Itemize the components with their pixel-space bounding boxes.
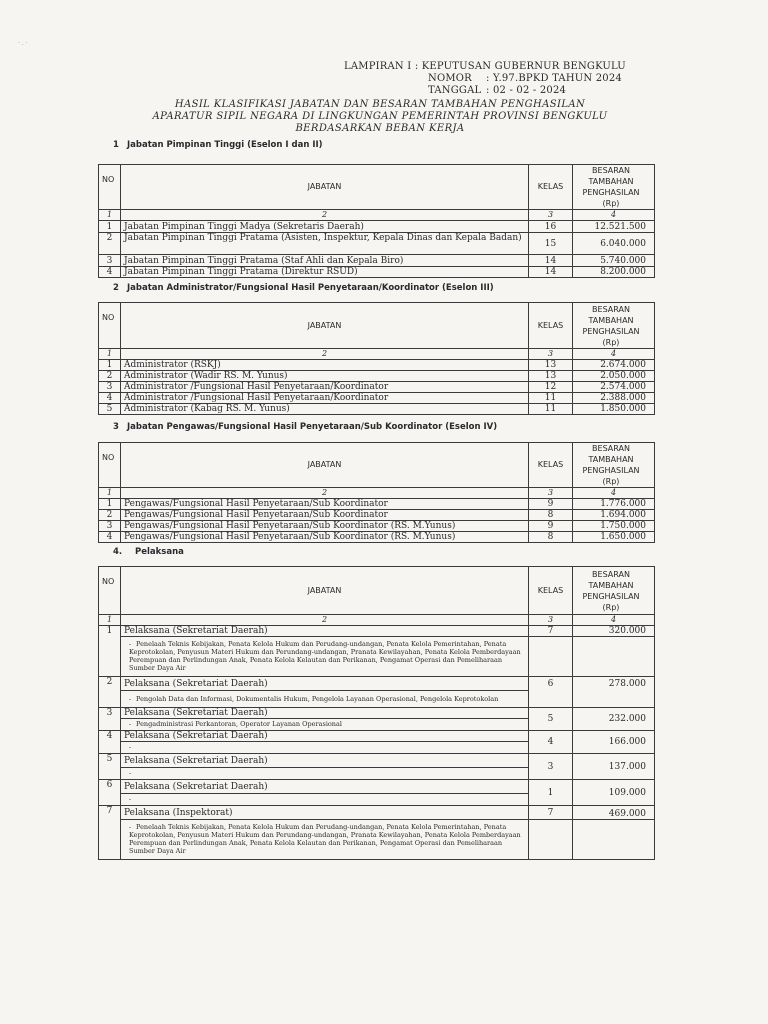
cell-jabatan: Administrator (Kabag RS. M. Yunus) xyxy=(121,404,529,415)
cell-kelas: 11 xyxy=(529,393,573,404)
table-row xyxy=(99,806,655,820)
cell-jabatan: Pengawas/Fungsional Hasil Penyetaraan/Sub Koordinator xyxy=(121,510,529,521)
cell-kelas: 4 xyxy=(529,731,573,754)
index-cell: 2 xyxy=(121,349,529,360)
table-eselon-4 xyxy=(98,442,655,543)
header-no: NO xyxy=(99,443,121,488)
table-eselon-3 xyxy=(98,302,655,415)
cell-tambahan: 1.650.000 xyxy=(573,532,655,543)
cell-kelas: 14 xyxy=(529,267,573,278)
header-kelas: KELAS xyxy=(529,303,573,349)
detail-text: Penelaah Teknis Kebijakan, Penata Kelola Hukum dan Perudang-undangan, Penata Kelola Pemerintahan, Penata Keprotokolan, Penyusun Materi Hukum dan Perundang-undangan, Pranata Kewilayahan, Penata Kelola Pemberdayaan Perempuan dan Perlindungan Anak, Penata Kelola Kelautan dan Perikanan, Pengamat Operasi dan Pemeliharaan Sumber Daya Air xyxy=(129,823,521,855)
cell-detail: - Penelaah Teknis Kebijakan, Penata Kelola Hukum dan Perudang-undangan, Penata Kelola Pemerintahan, Penata Keprotokolan, Penyusun Materi Hukum dan Perundang-undangan, Pranata Kewilayahan, Penata Kelola Pemberdayaan Perempuan dan Perlindungan Anak, Penata Kelola Kelautan dan Perikanan, Pengamat Operasi dan Pemeliharaan Sumber Daya Air xyxy=(121,820,529,860)
index-cell: 1 xyxy=(99,349,121,360)
section-number: 3 xyxy=(113,422,119,432)
cell-kelas: 6 xyxy=(529,677,573,708)
section-4-heading xyxy=(113,547,184,557)
cell-kelas: 11 xyxy=(529,404,573,415)
cell-no: 1 xyxy=(99,360,121,371)
cell-tambahan: 1.694.000 xyxy=(573,510,655,521)
cell-no: 4 xyxy=(99,393,121,404)
section-title: Pelaksana xyxy=(135,547,184,557)
index-cell: 3 xyxy=(529,210,573,221)
cell-tambahan: 8.200.000 xyxy=(573,267,655,278)
cell-tambahan: 137.000 xyxy=(573,754,655,780)
cell-tambahan: 5.740.000 xyxy=(573,255,655,267)
cell-no: 3 xyxy=(99,255,121,267)
table-row-detail xyxy=(99,820,655,860)
cell-kelas: 9 xyxy=(529,521,573,532)
cell-kelas: 5 xyxy=(529,708,573,731)
table-row xyxy=(99,382,655,393)
cell-no: 5 xyxy=(99,404,121,415)
cell-no: 1 xyxy=(99,626,121,677)
table-row xyxy=(99,626,655,637)
cell-jabatan: Pengawas/Fungsional Hasil Penyetaraan/Sub Koordinator (RS. M.Yunus) xyxy=(121,521,529,532)
cell-tambahan: 469.000 xyxy=(573,806,655,820)
index-cell: 2 xyxy=(121,488,529,499)
header-besaran: BESARAN TAMBAHAN PENGHASILAN (Rp) xyxy=(573,443,655,488)
cell-tambahan: 2.388.000 xyxy=(573,393,655,404)
cell-no: 6 xyxy=(99,780,121,806)
section-title: Jabatan Pengawas/Fungsional Hasil Penyetaraan/Sub Koordinator (Eselon IV) xyxy=(127,422,498,432)
cell-kelas: 1 xyxy=(529,780,573,806)
table-row xyxy=(99,233,655,255)
cell-detail: - xyxy=(121,794,529,806)
cell-no: 2 xyxy=(99,510,121,521)
header-kelas: KELAS xyxy=(529,443,573,488)
cell-detail: - xyxy=(121,742,529,754)
table-row xyxy=(99,221,655,233)
index-cell: 3 xyxy=(529,488,573,499)
cell-jabatan: Pengawas/Fungsional Hasil Penyetaraan/Sub Koordinator xyxy=(121,499,529,510)
cell-kelas: 7 xyxy=(529,806,573,820)
cell-tambahan: 2.050.000 xyxy=(573,371,655,382)
section-number: 4. xyxy=(113,547,123,557)
cell-tambahan: 166.000 xyxy=(573,731,655,754)
cell-jabatan: Pelaksana (Sekretariat Daerah) xyxy=(121,754,529,768)
header-besaran: BESARAN TAMBAHAN PENGHASILAN (Rp) xyxy=(573,165,655,210)
empty-cell xyxy=(573,637,655,677)
header-jabatan: JABATAN xyxy=(121,567,529,615)
index-cell: 4 xyxy=(573,488,655,499)
section-number: 2 xyxy=(113,283,119,293)
table-row xyxy=(99,532,655,543)
cell-no: 3 xyxy=(99,382,121,393)
index-cell: 3 xyxy=(529,349,573,360)
cell-detail: - xyxy=(121,768,529,780)
cell-jabatan: Jabatan Pimpinan Tinggi Pratama (Asisten, Inspektur, Kepala Dinas dan Kepala Badan) xyxy=(121,233,529,255)
header-kelas: KELAS xyxy=(529,567,573,615)
table-row xyxy=(99,371,655,382)
cell-detail: - Pengadministrasi Perkantoran, Operator Layanan Operasional xyxy=(121,719,529,731)
cell-tambahan: 2.574.000 xyxy=(573,382,655,393)
empty-cell xyxy=(529,820,573,860)
section-3-heading xyxy=(113,422,497,432)
cell-detail: - Penelaah Teknis Kebijakan, Penata Kelola Hukum dan Perudang-undangan, Penata Kelola Pemerintahan, Penata Keprotokolan, Penyusun Materi Hukum dan Perundang-undangan, Pranata Kewilayahan, Penata Kelola Pemberdayaan Perempuan dan Perlindungan Anak, Penata Kelola Kelautan dan Perikanan, Pengamat Operasi dan Pemeliharaan Sumber Daya Air xyxy=(121,637,529,677)
cell-kelas: 13 xyxy=(529,360,573,371)
table-row xyxy=(99,267,655,278)
index-cell: 4 xyxy=(573,349,655,360)
section-title: Jabatan Pimpinan Tinggi (Eselon I dan II) xyxy=(127,140,323,150)
cell-kelas: 14 xyxy=(529,255,573,267)
cell-tambahan: 6.040.000 xyxy=(573,233,655,255)
cell-jabatan: Administrator (Wadir RS. M. Yunus) xyxy=(121,371,529,382)
title-line-3: BERDASARKAN BEBAN KERJA xyxy=(295,123,465,134)
attachment-header xyxy=(344,61,626,97)
cell-kelas: 8 xyxy=(529,532,573,543)
tanggal-label: TANGGAL xyxy=(428,85,482,96)
cell-no: 3 xyxy=(99,708,121,731)
cell-tambahan: 12.521.500 xyxy=(573,221,655,233)
cell-jabatan: Jabatan Pimpinan Tinggi Pratama (Direktur RSUD) xyxy=(121,267,529,278)
table-row xyxy=(99,499,655,510)
table-row xyxy=(99,780,655,794)
header-no: NO xyxy=(99,165,121,210)
cell-tambahan: 320.000 xyxy=(573,626,655,637)
cell-tambahan: 1.750.000 xyxy=(573,521,655,532)
header-besaran: BESARAN TAMBAHAN PENGHASILAN (Rp) xyxy=(573,567,655,615)
cell-kelas: 7 xyxy=(529,626,573,637)
detail-text: Pengolah Data dan Informasi, Dokumentalis Hukum, Pengelola Layanan Operasional, Pengelola Keprotokolan xyxy=(136,694,499,703)
nomor-label: NOMOR xyxy=(428,73,472,84)
cell-jabatan: Pengawas/Fungsional Hasil Penyetaraan/Sub Koordinator (RS. M.Yunus) xyxy=(121,532,529,543)
section-2-heading xyxy=(113,283,494,293)
title-line-2: APARATUR SIPIL NEGARA DI LINGKUNGAN PEMERINTAH PROVINSI BENGKULU xyxy=(152,111,608,122)
cell-kelas: 13 xyxy=(529,371,573,382)
index-cell: 1 xyxy=(99,488,121,499)
table-row xyxy=(99,754,655,768)
cell-no: 1 xyxy=(99,499,121,510)
header-kelas: KELAS xyxy=(529,165,573,210)
index-cell: 3 xyxy=(529,615,573,626)
cell-jabatan: Jabatan Pimpinan Tinggi Pratama (Staf Ahli dan Kepala Biro) xyxy=(121,255,529,267)
index-cell: 2 xyxy=(121,615,529,626)
cell-no: 2 xyxy=(99,677,121,708)
tanggal-value: : 02 - 02 - 2024 xyxy=(486,85,567,96)
detail-text: Pengadministrasi Perkantoran, Operator Layanan Operasional xyxy=(136,720,342,728)
cell-jabatan: Pelaksana (Sekretariat Daerah) xyxy=(121,677,529,691)
index-cell: 1 xyxy=(99,615,121,626)
table-row xyxy=(99,393,655,404)
table-pelaksana xyxy=(98,566,655,860)
cell-jabatan: Pelaksana (Sekretariat Daerah) xyxy=(121,708,529,719)
cell-kelas: 15 xyxy=(529,233,573,255)
scan-specks: · . · xyxy=(18,40,28,47)
cell-detail: - Pengolah Data dan Informasi, Dokumentalis Hukum, Pengelola Layanan Operasional, Pengelola Keprotokolan xyxy=(121,691,529,708)
cell-tambahan: 1.776.000 xyxy=(573,499,655,510)
cell-jabatan: Pelaksana (Sekretariat Daerah) xyxy=(121,731,529,742)
cell-tambahan: 109.000 xyxy=(573,780,655,806)
header-jabatan: JABATAN xyxy=(121,443,529,488)
cell-no: 4 xyxy=(99,532,121,543)
cell-jabatan: Jabatan Pimpinan Tinggi Madya (Sekretaris Daerah) xyxy=(121,221,529,233)
index-cell: 1 xyxy=(99,210,121,221)
cell-no: 4 xyxy=(99,267,121,278)
table-row-detail xyxy=(99,637,655,677)
cell-tambahan: 1.850.000 xyxy=(573,404,655,415)
detail-text: Penelaah Teknis Kebijakan, Penata Kelola Hukum dan Perudang-undangan, Penata Kelola Pemerintahan, Penata Keprotokolan, Penyusun Materi Hukum dan Perundang-undangan, Pranata Kewilayahan, Penata Kelola Pemberdayaan Perempuan dan Perlindungan Anak, Penata Kelola Kelautan dan Perikanan, Pengamat Operasi dan Pemeliharaan Sumber Daya Air xyxy=(129,640,521,672)
index-cell: 4 xyxy=(573,210,655,221)
lampiran-label: LAMPIRAN I xyxy=(344,61,412,72)
table-row xyxy=(99,510,655,521)
empty-cell xyxy=(573,820,655,860)
document-title xyxy=(100,99,660,135)
section-number: 1 xyxy=(113,140,119,150)
cell-jabatan: Pelaksana (Sekretariat Daerah) xyxy=(121,626,529,637)
table-row xyxy=(99,731,655,742)
header-jabatan: JABATAN xyxy=(121,165,529,210)
header-no: NO xyxy=(99,567,121,615)
cell-no: 5 xyxy=(99,754,121,780)
header-no: NO xyxy=(99,303,121,349)
cell-kelas: 3 xyxy=(529,754,573,780)
cell-no: 3 xyxy=(99,521,121,532)
table-row xyxy=(99,521,655,532)
section-title: Jabatan Administrator/Fungsional Hasil Penyetaraan/Koordinator (Eselon III) xyxy=(127,283,494,293)
cell-kelas: 16 xyxy=(529,221,573,233)
table-row xyxy=(99,677,655,691)
cell-jabatan: Administrator /Fungsional Hasil Penyetaraan/Koordinator xyxy=(121,393,529,404)
header-jabatan: JABATAN xyxy=(121,303,529,349)
cell-jabatan: Administrator (RSKJ) xyxy=(121,360,529,371)
table-eselon-1-2 xyxy=(98,164,655,278)
cell-no: 2 xyxy=(99,233,121,255)
cell-jabatan: Administrator /Fungsional Hasil Penyetaraan/Koordinator xyxy=(121,382,529,393)
lampiran-value: : KEPUTUSAN GUBERNUR BENGKULU xyxy=(414,61,626,72)
cell-jabatan: Pelaksana (Sekretariat Daerah) xyxy=(121,780,529,794)
table-row xyxy=(99,708,655,719)
title-line-1: HASIL KLASIFIKASI JABATAN DAN BESARAN TAMBAHAN PENGHASILAN xyxy=(174,99,586,110)
cell-no: 7 xyxy=(99,806,121,860)
cell-jabatan: Pelaksana (Inspektorat) xyxy=(121,806,529,820)
table-row xyxy=(99,360,655,371)
index-cell: 2 xyxy=(121,210,529,221)
cell-no: 1 xyxy=(99,221,121,233)
section-1-heading xyxy=(113,140,323,150)
cell-kelas: 9 xyxy=(529,499,573,510)
cell-tambahan: 278.000 xyxy=(573,677,655,708)
cell-no: 2 xyxy=(99,371,121,382)
cell-tambahan: 2.674.000 xyxy=(573,360,655,371)
table-row xyxy=(99,255,655,267)
empty-cell xyxy=(529,637,573,677)
cell-kelas: 8 xyxy=(529,510,573,521)
header-besaran: BESARAN TAMBAHAN PENGHASILAN (Rp) xyxy=(573,303,655,349)
nomor-value: : Y.97.BPKD TAHUN 2024 xyxy=(486,73,622,84)
table-row xyxy=(99,404,655,415)
index-cell: 4 xyxy=(573,615,655,626)
cell-kelas: 12 xyxy=(529,382,573,393)
cell-tambahan: 232.000 xyxy=(573,708,655,731)
cell-no: 4 xyxy=(99,731,121,754)
